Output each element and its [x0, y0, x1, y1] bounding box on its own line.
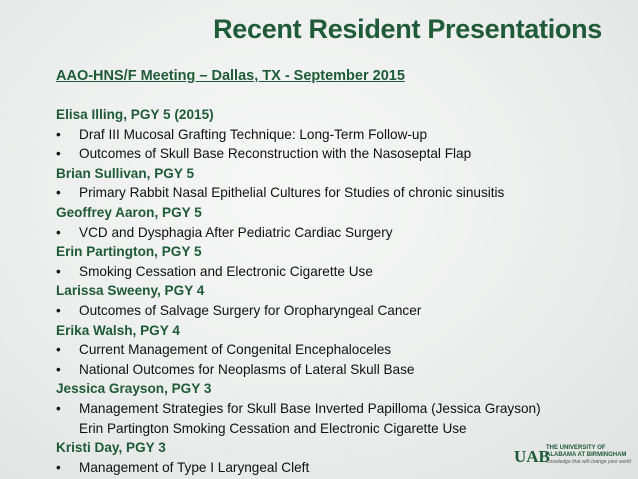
presentation-title: Draf III Mucosal Grafting Technique: Long-Term Follow-up [79, 126, 428, 142]
bullet: • [56, 400, 61, 416]
bullet: • [56, 361, 61, 377]
presentation-item [56, 360, 626, 380]
uab-logo-mark: UAB [514, 447, 550, 466]
bullet: • [56, 185, 61, 201]
presentation-item [56, 399, 626, 419]
presentation-item [56, 125, 626, 145]
meeting-subheading: AAO-HNS/F Meeting – Dallas, TX - September 2015 [56, 68, 405, 84]
presentation-item [56, 223, 626, 243]
presenter-name: Geoffrey Aaron, PGY 5 [56, 204, 202, 220]
bullet: • [56, 342, 61, 358]
uab-logo-text [546, 445, 631, 466]
logo-line2: ALABAMA AT BIRMINGHAM [546, 451, 627, 458]
presenter-name: Erika Walsh, PGY 4 [56, 322, 180, 338]
presentation-item [56, 262, 626, 282]
presenter-name: Jessica Grayson, PGY 3 [56, 381, 212, 397]
presenter-name: Larissa Sweeny, PGY 4 [56, 283, 205, 299]
presentation-title: Smoking Cessation and Electronic Cigarette Use [79, 263, 373, 279]
uab-logo-icon [514, 443, 550, 467]
logo-tagline: Knowledge that will change your world [546, 458, 632, 465]
bullet: • [56, 146, 61, 162]
presentation-title: National Outcomes for Neoplasms of Lateral Skull Base [79, 361, 415, 377]
presentations-list [56, 105, 626, 477]
presentation-item [56, 144, 626, 164]
bullet: • [56, 126, 61, 142]
presenter-name: Kristi Day, PGY 3 [56, 440, 166, 456]
bullet: • [56, 224, 61, 240]
logo-line1: THE UNIVERSITY OF [546, 444, 606, 451]
bullet: • [56, 302, 61, 318]
presentation-title: Current Management of Congenital Encephaloceles [79, 342, 392, 358]
presentation-title: Management Strategies for Skull Base Inverted Papilloma (Jessica Grayson) [79, 400, 541, 416]
presentation-item [56, 183, 626, 203]
presentation-title: Outcomes of Salvage Surgery for Oropharyngeal Cancer [79, 302, 422, 318]
presentation-title: Primary Rabbit Nasal Epithelial Cultures for Studies of chronic sinusitis [79, 185, 505, 201]
presenter-name: Erin Partington, PGY 5 [56, 244, 202, 260]
presentation-title: Management of Type I Laryngeal Cleft [79, 459, 310, 475]
bullet: • [56, 263, 61, 279]
presentation-item [56, 340, 626, 360]
presentation-item [56, 301, 626, 321]
presenter-name: Elisa Illing, PGY 5 (2015) [56, 107, 214, 122]
bullet: • [56, 459, 61, 475]
presentation-title: VCD and Dysphagia After Pediatric Cardiac Surgery [79, 224, 393, 240]
presentation-title: Outcomes of Skull Base Reconstruction with the Nasoseptal Flap [79, 146, 472, 162]
presenter-name: Brian Sullivan, PGY 5 [56, 165, 195, 181]
presentation-continuation: Erin Partington Smoking Cessation and Electronic Cigarette Use [79, 420, 467, 436]
uab-logo [514, 440, 632, 470]
slide-title: Recent Resident Presentations [213, 14, 602, 44]
